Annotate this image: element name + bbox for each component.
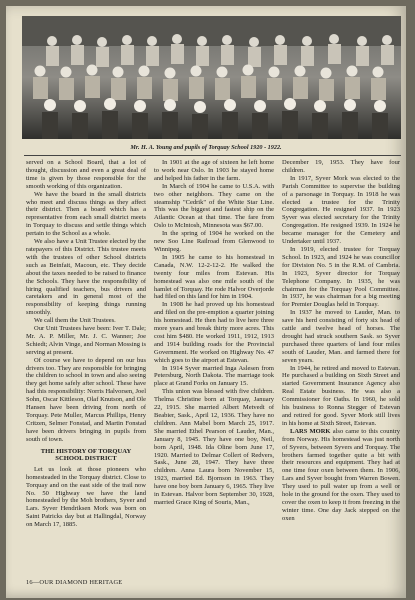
paragraph: This union was blessed with five children. Thelma Christine born at Torquay, January 22, 1915. She married Albert Metvedt of Beabier, Sask., April 12, 1936. They have no children. Ann Mabel born March 25, 1917. She married Ethel Pearson of Lauder, Man., January 8, 1945. They have one boy, Neil, born April, 1948. Ida Oline born June 17, 1920. Married to Delmar Collert of Redvers, Sask., June 28, 1947. They have three children. Anna Laura born November 15, 1923, married Ed. Bjornson in 1963. They have one boy born January 6, 1965. They live in Estevan. Halvor born September 30, 1928, married Grace King of Souris, Man.,	[154, 388, 274, 506]
paragraph: Let us look at those pioneers who homesteaded in the Torquay district. Close to Torquay and on the east side of the trail now No. 50 Highway we have the land homesteaded by the Moh brothers, Syver and Lars. Syver Hendriksen Mork was born on Saint Patricks day but at Hallingdal, Norway on March 17, 1885.	[26, 465, 146, 529]
paragraph: In 1914 Syver married Inga Aslesen from Petersburg, North Dakota. The marriage took place at Grand Forks on January 15.	[154, 364, 274, 388]
page-footer: 16—OUR DIAMOND HERITAGE	[26, 579, 123, 586]
paragraph: served on a School Board, that a lot of thought, discussion and even a great deal of time is given by those responsible for the smooth working of this organization.	[26, 159, 146, 190]
column-2	[154, 159, 274, 579]
paragraph: In 1905 he came to his homestead in Canada, N.W. 12-2-12-2. He walked the twenty four miles from Estevan. His homestead was also one mile south of the hamlet of Torquay. He rode Halvor Overjorde had filed on this land for him in 1904.	[154, 253, 274, 301]
photo-caption: Mr. H. A. Young and pupils of Torquay School 1920 - 1922.	[130, 144, 282, 151]
paragraph: Of course we have to depend on our bus drivers too. They are responsible for bringing the children to school in town and also seeing they get home safely after school. These have had this responsibility: Norris Halvorsen, Joel Sohn, Oscar Kittleson, Olaf Knutson, and Ole Hansen have been driving from north of Torquay. Pete Muller, Marcus Phillips, Henry Critzen, Selmer Fonstad, and Martin Fonstad have been drivers bringing in pupils from south of town.	[26, 356, 146, 443]
person-name: LARS MORK	[290, 427, 331, 435]
divider	[24, 155, 401, 156]
school-class-photo	[22, 16, 401, 139]
column-1	[26, 159, 146, 579]
paragraph: December 19, 1953. They have four children.	[282, 159, 400, 174]
paragraph: In 1917, Syver Mork was elected to the Parish Committee to supervise the building of a parsonage in Torquay. In 1918 he was elected a trustee for the Trinity Congregation. He resigned 1937. In 1923 Syver was elected secretary for the Trinity Congregation. He resigned 1939. In 1924 he became manager for the Cemetery and Undertaker until 1937.	[282, 174, 400, 246]
paragraph: In 1919, elected trustee for Torquay School. In 1923, and 1924 he was councillor for Division No. 5 in the R.M. of Cambria. In 1923, Syver director for Torquay Telephone Company. In 1935, he was chairman for the Torquay Pool Committee. In 1937, he was chairman for a big meeting for Premier Douglas held in Torquay.	[282, 245, 400, 309]
column-3	[282, 159, 400, 579]
paragraph: We also have a Unit Trustee elected by the ratepayers of this District. This trustee meets with the trustees of other School districts such as Beinfait, Macoun, etc. They decide about the taxes needed to be raised to finance the Schools. They have the responsibility of hiring qualified teachers, bus drivers and caretakers and in general most of the responsibility of keeping things running smoothly.	[26, 238, 146, 317]
paragraph: In March of 1904 he came to U.S.A. with two other neighbors. They came on the steamship "Cedrik" of the White Star Line. This was the biggest and fastest ship on the Atlantic Ocean at that time. The fare from Oslo to McIntosh, Minnesota was $67.00.	[154, 182, 274, 230]
paragraph: In 1908 he had proved up his homestead and filed on the pre-emption a quarter joining his homestead. He then had to live here three more years and break thirty more acres. This cost him $480. He worked 1911, 1912, 1913 and 1914 building roads for the Provincial Government. He worked on Highway No. 47 which goes to the airport at Estevan.	[154, 301, 274, 364]
paragraph	[282, 428, 400, 523]
paragraph: In 1901 at the age of sixteen he left home to work near Oslo. In 1903 he stayed home and helped his father in the farm.	[154, 159, 274, 182]
paragraph: Our Unit Trustees have been: Iver T. Dale; Mr. A. P. Miller, Mr. J. C. Wanner; Joe Schiedt; Alvin Vinge, and Norman Mossing is serving at present.	[26, 325, 146, 356]
section-heading: THE HISTORY OF TORQUAY SCHOOL DISTRICT	[40, 447, 132, 463]
paragraph: We call them the Unit Trustees.	[34, 317, 116, 325]
paragraph: In the spring of 1904 he worked on the new Soo Line Railroad from Glenwood to Winnipeg.	[154, 230, 274, 253]
paragraph: In 1944, he retired and moved to Estevan. He purchased a building on Sixth Street and started Government Insurance Agency also Real Estate business. He was also a Commissioner for Oaths. In 1960, he sold his business to Ronna Stegger of Estevan and retired for good. Syver Mork still lives in his home at Sixth Street, Estevan.	[282, 364, 400, 427]
paragraph: In 1937 he moved to Lauder, Man. to save his herd consisting of forty six head of cattle and twelve head of horses. The drought had struck southern Sask. so Syver purchased three quarters of land four miles south of Lauder, Man. and farmed there for seven years.	[282, 309, 400, 364]
paragraph: We have the board in the small districts who meet and discuss things as they affect their district. Then a board which has a representative from each small district meets in Torquay to discuss and settle things which pertain to the School as a whole.	[26, 190, 146, 238]
paragraph-text: also came to this country from Norway. His homestead was just north of Syvers, between Syvers and Torquay. The brothers farmed together quite a bit with their resources and equipment. They had at one time four oxen between them. In 1906, Lars and Syver bought from Warren Bowen. They used to pull water up from a well or hole in the ground for the oxen. They used to cover the oxen to keep it from freezing in the winter time. One day Jack stepped on the oxen	[282, 427, 400, 522]
page	[6, 6, 406, 598]
